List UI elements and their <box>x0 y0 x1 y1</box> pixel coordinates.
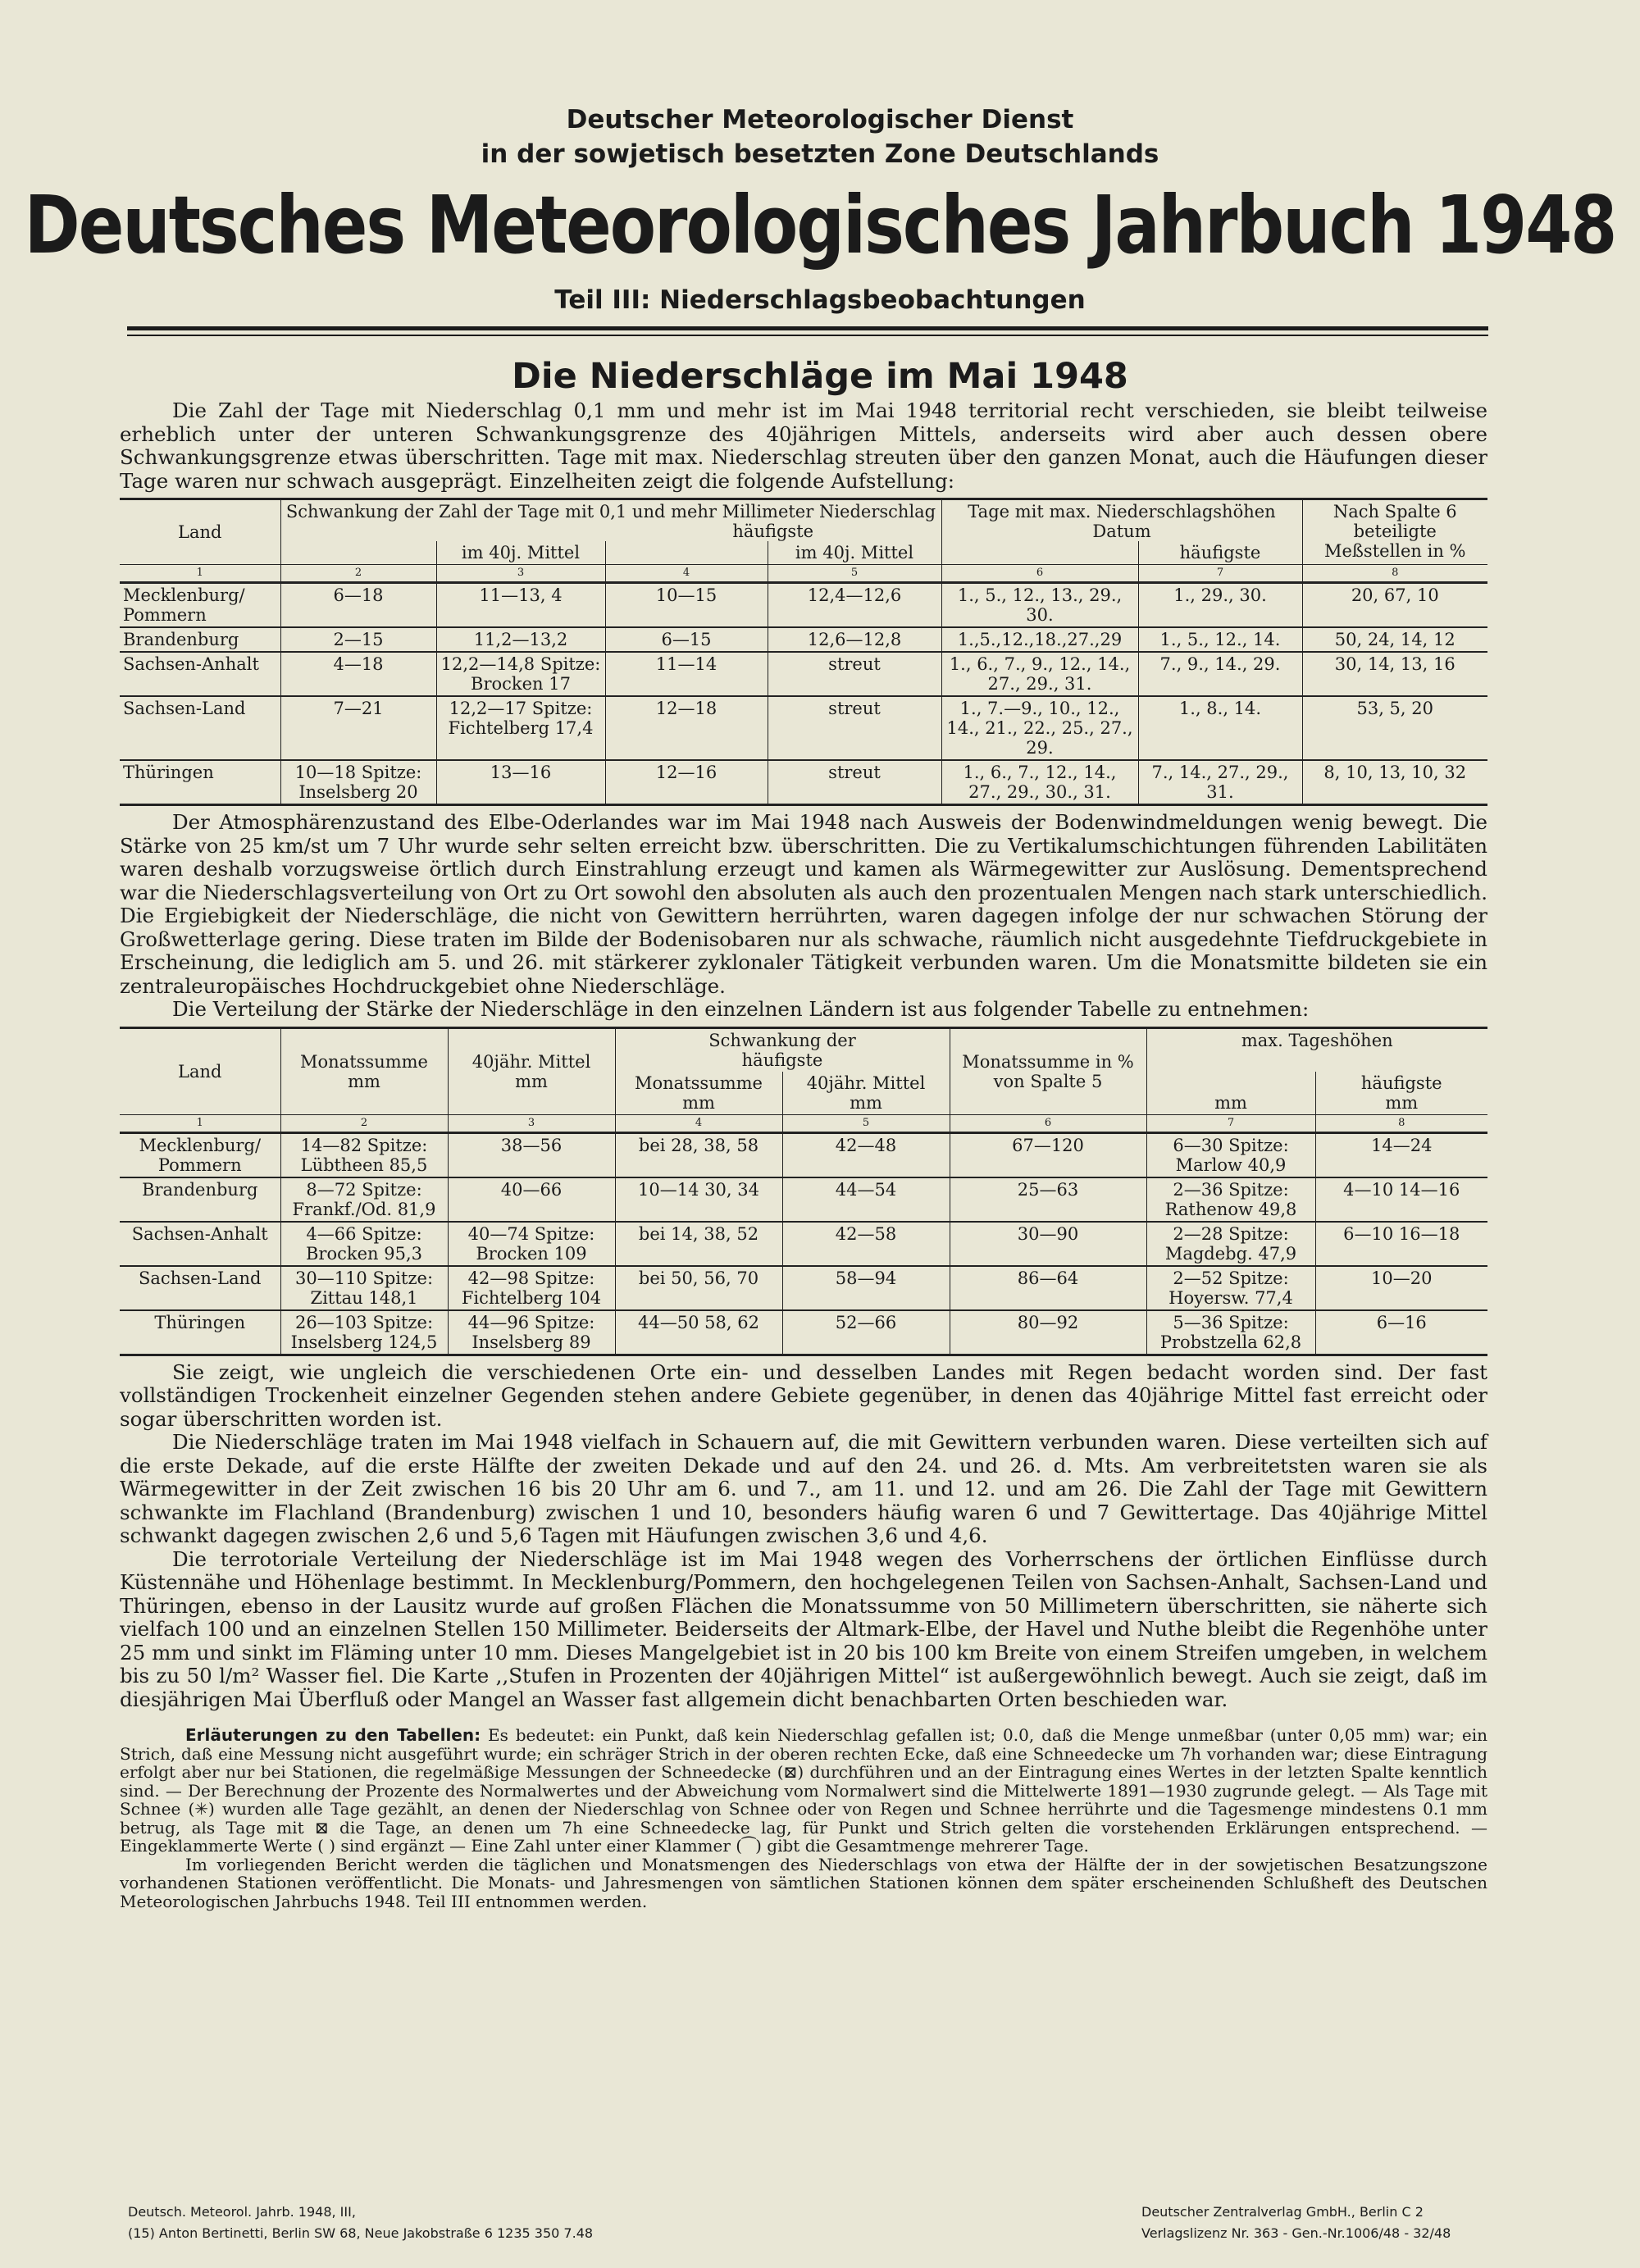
t1-header-land: Land <box>178 522 222 542</box>
t2-header-mm: mm <box>682 1092 715 1113</box>
table-rain-days <box>120 498 1487 806</box>
table-rain-amounts <box>120 1027 1487 1356</box>
t1-cell: 11,2—13,2 <box>436 627 605 652</box>
document-subtitle: Teil III: Niederschlagsbeobachtungen <box>554 285 1086 315</box>
t1-cell: 1.,5.,12.,18.,27.,29 <box>941 627 1138 652</box>
table-row <box>120 627 1487 652</box>
footer-license: Verlagslizenz Nr. 363 - Gen.-Nr.1006/48 - 32/48 <box>1141 2225 1451 2241</box>
t1-cell: 12—18 <box>605 696 768 760</box>
t2-header-mm: mm <box>850 1092 882 1113</box>
notes-paragraph <box>120 1726 1487 1856</box>
t2-cell: 42—98 Spitze: Fichtelberg 104 <box>448 1266 615 1310</box>
header-rule-thick <box>127 326 1488 330</box>
t1-header-spalte6: Nach Spalte 6 beteiligte Meßstellen in % <box>1302 499 1487 565</box>
table-row <box>120 1132 1487 1177</box>
t2-header-mm: mm <box>1146 1072 1315 1115</box>
section-title: Die Niederschläge im Mai 1948 <box>512 356 1128 397</box>
t1-land: Brandenburg <box>120 627 280 652</box>
t1-cell: 20, 67, 10 <box>1302 583 1487 628</box>
t1-col-num: 8 <box>1302 565 1487 583</box>
table-row <box>120 1222 1487 1266</box>
t2-cell: 10—20 <box>1315 1266 1487 1310</box>
t1-cell: 50, 24, 14, 12 <box>1302 627 1487 652</box>
t2-cell: bei 14, 38, 52 <box>615 1222 782 1266</box>
paragraph-atmosphere: Der Atmosphärenzustand des Elbe-Oderlandes war im Mai 1948 nach Ausweis der Bodenwindmeldungen wenig bewegt. Die Stärke von 25 km/st um 7 Uhr wurde sehr selten erreicht bzw. überschritten. Die zu Vertikalumschichtungen führenden Labilitäten waren deshalb vorzugsweise örtlich durch Einstrahlung erzeugt und kamen als Wärmegewitter zur Auslösung. Dementsprechend war die Niederschlagsverteilung von Ort zu Ort sowohl den absoluten als auch den prozentualen Mengen nach stark unterschiedlich. Die Ergiebigkeit der Niederschläge, die nicht von Gewittern herrührten, waren dagegen infolge der nur schwachen Störung der Großwetterlage gering. Diese traten im Bilde der Bodenisobaren nur als schwache, räumlich nicht ausgedehnte Tiefdruckgebiete in Erscheinung, die lediglich am 5. und 26. mit stärkerer zyklonaler Tätigkeit verbunden waren. Um die Monatsmitte bildeten sie ein zentraleuropäisches Hochdruckgebiet ohne Niederschläge. <box>120 810 1487 998</box>
t1-cell: 1., 6., 7., 9., 12., 14., 27., 29., 31. <box>941 652 1138 696</box>
t2-cell: 5—36 Spitze: Probstzella 62,8 <box>1146 1310 1315 1355</box>
t2-cell: 2—52 Spitze: Hoyersw. 77,4 <box>1146 1266 1315 1310</box>
t1-col-num: 4 <box>605 565 768 583</box>
t2-cell: 80—92 <box>950 1310 1146 1355</box>
t1-cell: 53, 5, 20 <box>1302 696 1487 760</box>
t2-col-num: 2 <box>280 1114 448 1132</box>
t2-header-mm: mm <box>348 1071 380 1091</box>
t2-header-40j: 40jähr. Mittel <box>472 1051 591 1072</box>
footer-publisher: Deutscher Zentralverlag GmbH., Berlin C 2 <box>1141 2204 1424 2220</box>
footer-right <box>1141 2202 1451 2244</box>
paragraph-table-intro: Die Verteilung der Stärke der Niederschläge in den einzelnen Ländern ist aus folgender Tabelle zu entnehmen: <box>172 997 1310 1021</box>
t1-cell: 12,4—12,6 <box>768 583 941 628</box>
t2-col-num: 3 <box>448 1114 615 1132</box>
t2-cell: 58—94 <box>782 1266 950 1310</box>
t1-header-haeufigste-b: häufigste <box>1138 541 1302 565</box>
table-row <box>120 696 1487 760</box>
t1-cell: 8, 10, 13, 10, 32 <box>1302 760 1487 805</box>
t2-cell: 4—66 Spitze: Brocken 95,3 <box>280 1222 448 1266</box>
t1-col-num: 6 <box>941 565 1138 583</box>
t2-cell: 42—58 <box>782 1222 950 1266</box>
paragraph-distribution: Sie zeigt, wie ungleich die verschiedenen Orte ein- und desselben Landes mit Regen bedacht worden sind. Der fast vollständigen Trockenheit einzelner Gegenden stehen andere Gebiete gegenüber, in denen das 40jährige Mittel fast erreicht oder sogar überschritten worden ist. <box>120 1359 1487 1431</box>
notes-paragraph-2: Im vorliegenden Bericht werden die täglichen und Monatsmengen des Niederschlags von etwa der Hälfte der in der sowjetischen Besatzungszone vorhandenen Stationen veröffentlicht. Die Monats- und Jahresmengen von sämtlichen Stationen können dem später erscheinenden Schlußheft des Deutschen Meteorologischen Jahrbuchs 1948. Teil III entnommen werden. <box>120 1854 1487 1911</box>
t2-cell: 30—110 Spitze: Zittau 148,1 <box>280 1266 448 1310</box>
paragraph-thunderstorms: Die Niederschläge traten im Mai 1948 vielfach in Schauern auf, die mit Gewittern verbunden waren. Diese verteilten sich auf die erste Dekade, auf die erste Hälfte der zweiten Dekade und auf den 24. und 26. d. Mts. Am verbreitetsten waren sie als Wärmegewitter in der Zeit zwischen 16 bis 20 Uhr am 6. und 7., am 11. und 12. und am 26. Die Zahl der Tage mit Gewittern schwankte im Flachland (Brandenburg) zwischen 1 und 10, besonders häufig waren 6 und 7 Gewittertage. Das 40jährige Mittel schwankt dagegen zwischen 2,6 und 5,6 Tagen mit Häufungen zwischen 3,6 und 4,6. <box>120 1430 1487 1547</box>
t2-cell: 14—24 <box>1315 1132 1487 1177</box>
organization-header <box>0 102 1640 171</box>
t2-header-haeufigste: häufigste <box>741 1050 823 1070</box>
t1-cell: 2—15 <box>280 627 436 652</box>
t2-header-monatssumme2: Monatssumme <box>635 1073 763 1093</box>
table-row <box>120 652 1487 696</box>
t2-cell: 52—66 <box>782 1310 950 1355</box>
t2-cell: 38—56 <box>448 1132 615 1177</box>
t2-cell: 14—82 Spitze: Lübtheen 85,5 <box>280 1132 448 1177</box>
t2-cell: 26—103 Spitze: Inselsberg 124,5 <box>280 1310 448 1355</box>
t2-land: Sachsen-Anhalt <box>120 1222 280 1266</box>
t2-col-num: 5 <box>782 1114 950 1132</box>
t1-cell: 11—13, 4 <box>436 583 605 628</box>
table-row <box>120 583 1487 628</box>
table-row <box>120 760 1487 805</box>
t2-land: Mecklenburg/ Pommern <box>120 1132 280 1177</box>
t2-cell: 6—16 <box>1315 1310 1487 1355</box>
t1-col-num: 1 <box>120 565 280 583</box>
t2-header-40j2: 40jähr. Mittel <box>806 1073 926 1093</box>
t1-cell: 10—15 <box>605 583 768 628</box>
t1-cell: 10—18 Spitze: Inselsberg 20 <box>280 760 436 805</box>
org-line-1: Deutscher Meteorologischer Dienst <box>566 105 1074 134</box>
t1-land: Sachsen-Anhalt <box>120 652 280 696</box>
t2-cell: 40—74 Spitze: Brocken 109 <box>448 1222 615 1266</box>
t1-cell: 7., 9., 14., 29. <box>1138 652 1302 696</box>
document-title: Deutsches Meteorologisches Jahrbuch 1948 <box>24 180 1616 272</box>
t2-header-prozent: Monatssumme in % von Spalte 5 <box>950 1027 1146 1114</box>
main-column <box>120 399 1487 1910</box>
t2-cell: 25—63 <box>950 1177 1146 1222</box>
t1-cell: 6—18 <box>280 583 436 628</box>
t2-cell: 86—64 <box>950 1266 1146 1310</box>
t2-cell: 44—50 58, 62 <box>615 1310 782 1355</box>
t2-header-max: max. Tageshöhen <box>1146 1027 1487 1072</box>
t2-cell: 6—30 Spitze: Marlow 40,9 <box>1146 1132 1315 1177</box>
t2-col-num: 7 <box>1146 1114 1315 1132</box>
t2-cell: 40—66 <box>448 1177 615 1222</box>
t2-col-num: 1 <box>120 1114 280 1132</box>
t1-cell: 1., 29., 30. <box>1138 583 1302 628</box>
t1-cell: 12,6—12,8 <box>768 627 941 652</box>
t1-header-haeufigste: häufigste <box>732 521 814 541</box>
t1-cell: streut <box>768 696 941 760</box>
org-line-2: in der sowjetisch besetzten Zone Deutschlands <box>481 139 1159 169</box>
t1-land: Sachsen-Land <box>120 696 280 760</box>
t1-col-num: 7 <box>1138 565 1302 583</box>
t1-cell: 1., 8., 14. <box>1138 696 1302 760</box>
t1-cell: 1., 7.—9., 10., 12., 14., 21., 22., 25., 27., 29. <box>941 696 1138 760</box>
table-row <box>120 1310 1487 1355</box>
header-rule-thin <box>127 335 1488 336</box>
t1-col-num: 5 <box>768 565 941 583</box>
t2-cell: 8—72 Spitze: Frankf./Od. 81,9 <box>280 1177 448 1222</box>
t2-land: Sachsen-Land <box>120 1266 280 1310</box>
t2-col-num: 6 <box>950 1114 1146 1132</box>
paragraph-territorial: Die terrotoriale Verteilung der Niederschläge ist im Mai 1948 wegen des Vorherrschens der örtlichen Einflüsse durch Küstennähe und Höhenlage bestimmt. In Mecklenburg/Pommern, den hochgelegenen Teilen von Sachsen-Anhalt, Sachsen-Land und Thüringen, ebenso in der Lausitz wurde auf großen Flächen die Monatssumme von 50 Millimetern überschritten, sie näherte sich vielfach 100 und an einzelnen Stellen 150 Millimeter. Beiderseits der Altmark-Elbe, der Havel und Nuthe bleibt die Regenhöhe unter 25 mm und sinkt im Fläming unter 10 mm. Dieses Mangelgebiet ist in 20 bis 100 km Breite von einem Streifen umgeben, in welchem bis zu 50 l/m² Wasser fiel. Die Karte ,,Stufen in Prozenten der 40jährigen Mittel“ ist außergewöhnlich bewegt. Auch sie zeigt, daß im diesjährigen Mai Überfluß oder Mangel an Wasser fast allgemein dicht benachbarten Orten beschieden war. <box>120 1546 1487 1711</box>
t2-land: Brandenburg <box>120 1177 280 1222</box>
t1-cell: 7—21 <box>280 696 436 760</box>
notes-label: Erläuterungen zu den Tabellen: <box>185 1725 481 1745</box>
footer-printer: (15) Anton Bertinetti, Berlin SW 68, Neue Jakobstraße 6 1235 350 7.48 <box>128 2225 594 2241</box>
t2-cell: 10—14 30, 34 <box>615 1177 782 1222</box>
footer-citation: Deutsch. Meteorol. Jahrb. 1948, III, <box>128 2204 356 2220</box>
t1-cell: streut <box>768 760 941 805</box>
t1-header-40j-a: im 40j. Mittel <box>436 541 605 565</box>
t1-cell: 6—15 <box>605 627 768 652</box>
t2-cell: 67—120 <box>950 1132 1146 1177</box>
t1-land: Thüringen <box>120 760 280 805</box>
t1-cell: 1., 5., 12., 13., 29., 30. <box>941 583 1138 628</box>
table-row <box>120 1266 1487 1310</box>
footer-left <box>128 2202 593 2244</box>
t1-cell: 12—16 <box>605 760 768 805</box>
t2-cell: 4—10 14—16 <box>1315 1177 1487 1222</box>
t1-cell: 12,2—14,8 Spitze: Brocken 17 <box>436 652 605 696</box>
t2-col-num: 8 <box>1315 1114 1487 1132</box>
notes-text: Es bedeutet: ein Punkt, daß kein Niederschlag gefallen ist; 0.0, daß die Menge unmeßbar (unter 0,05 mm) war; ein Strich, daß eine Messung nicht ausgeführt wurde; ein schräger Strich in der oberen rechten Ecke, daß eine Schneedecke um 7h vorhanden war; diese Eintragung erfolgt aber nur bei Stationen, die regelmäßige Messungen der Schneedecke (⊠) durchführen und an der Eintragung eines Wertes in der letzten Spalte kenntlich sind. — Der Berechnung der Prozente des Normalwertes und der Abweichung vom Normalwert sind die Mittelwerte 1891—1930 zugrunde gelegt. — Als Tage mit Schnee (✳) wurden alle Tage gezählt, an denen der Niederschlag von Schnee oder von Regen und Schnee herrührte und die Tagesmenge mindestens 0.1 mm betrug, als Tage mit ⊠ die Tage, an denen um 7h eine Schneedecke lag, für Punkt und Strich gelten die vorstehenden Erklärungen entsprechend. — Eingeklammerte Werte ( ) sind ergänzt — Eine Zahl unter einer Klammer (⁀) gibt die Gesamtmenge mehrerer Tage. <box>120 1725 1488 1856</box>
t1-header-group-b: Tage mit max. Niederschlagshöhen <box>941 499 1302 522</box>
t2-header-mm: mm <box>1385 1092 1419 1113</box>
t2-cell: 44—96 Spitze: Inselsberg 89 <box>448 1310 615 1355</box>
t2-cell: 2—36 Spitze: Rathenow 49,8 <box>1146 1177 1315 1222</box>
t2-cell: bei 50, 56, 70 <box>615 1266 782 1310</box>
t1-cell: 13—16 <box>436 760 605 805</box>
t1-cell: streut <box>768 652 941 696</box>
t2-header-mm: mm <box>515 1071 548 1091</box>
t1-header-40j-b: im 40j. Mittel <box>768 541 941 565</box>
t1-cell: 7., 14., 27., 29., 31. <box>1138 760 1302 805</box>
t2-cell: 6—10 16—18 <box>1315 1222 1487 1266</box>
t2-cell: 44—54 <box>782 1177 950 1222</box>
t2-header-monatssumme: Monatssumme <box>300 1051 428 1072</box>
t2-land: Thüringen <box>120 1310 280 1355</box>
t2-header-haeufigste2: häufigste <box>1360 1073 1442 1093</box>
intro-paragraph: Die Zahl der Tage mit Niederschlag 0,1 mm und mehr ist im Mai 1948 territorial recht verschieden, sie bleibt teilweise erheblich unter der unteren Schwankungsgrenze des 40jährigen Mittels, anderseits wird aber auch dessen obere Schwankungsgrenze etwas überschritten. Tage mit max. Niederschlag streuten über den ganzen Monat, auch die Häufungen dieser Tage waren nur schwach ausgeprägt. Einzelheiten zeigt die folgende Aufstellung: <box>120 398 1487 493</box>
t1-land: Mecklenburg/ Pommern <box>120 583 280 628</box>
table-row <box>120 1177 1487 1222</box>
t1-col-num: 3 <box>436 565 605 583</box>
t1-header-group-a: Schwankung der Zahl der Tage mit 0,1 und mehr Millimeter Niederschlag <box>280 499 941 522</box>
t2-col-num: 4 <box>615 1114 782 1132</box>
t2-header-schwankung: Schwankung der <box>708 1030 856 1050</box>
t1-cell: 12,2—17 Spitze: Fichtelberg 17,4 <box>436 696 605 760</box>
t1-col-num: 2 <box>280 565 436 583</box>
t2-cell: 30—90 <box>950 1222 1146 1266</box>
t1-cell: 11—14 <box>605 652 768 696</box>
t2-cell: 42—48 <box>782 1132 950 1177</box>
t2-header-land: Land <box>178 1061 222 1082</box>
t1-cell: 4—18 <box>280 652 436 696</box>
t1-header-datum: Datum <box>941 521 1302 541</box>
t2-cell: 2—28 Spitze: Magdebg. 47,9 <box>1146 1222 1315 1266</box>
t1-cell: 1., 6., 7., 12., 14., 27., 29., 30., 31. <box>941 760 1138 805</box>
t2-cell: bei 28, 38, 58 <box>615 1132 782 1177</box>
t1-cell: 30, 14, 13, 16 <box>1302 652 1487 696</box>
t1-cell: 1., 5., 12., 14. <box>1138 627 1302 652</box>
